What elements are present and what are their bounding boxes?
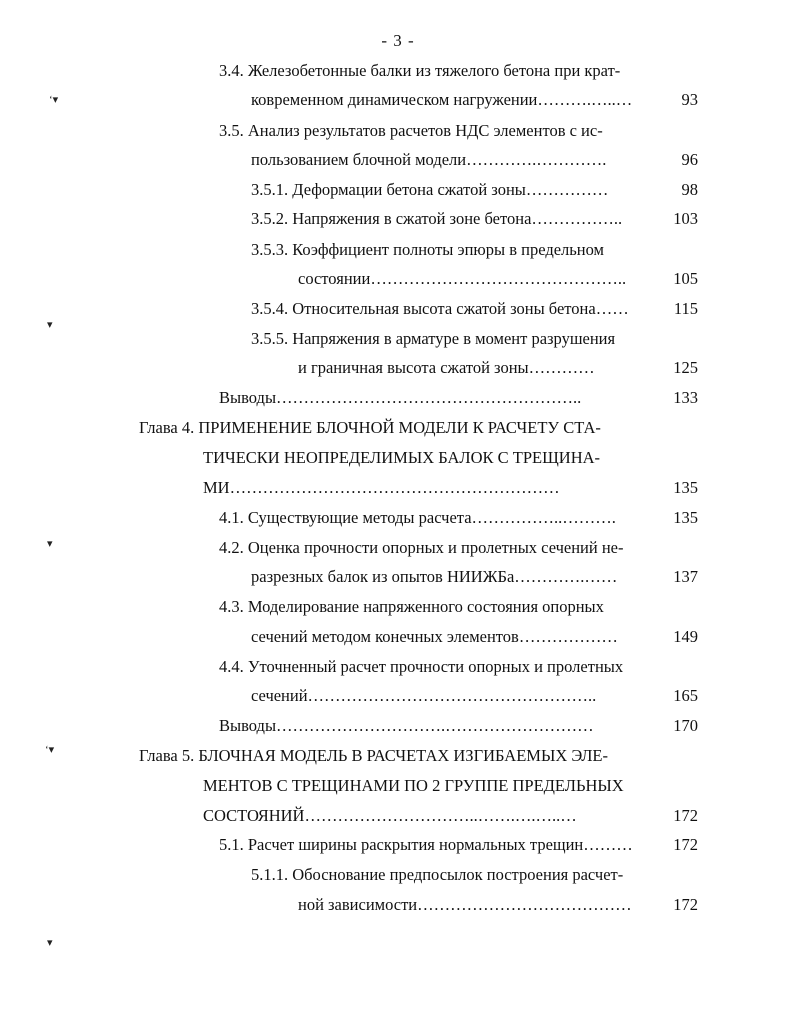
toc-3-5-5-line-2: и граничная высота сжатой зоны………… — [298, 358, 595, 377]
toc-3-5-2-page: 103 — [673, 209, 698, 228]
toc-3-4-line-1: 3.4. Железобетонные балки из тяжелого бетона при крат- — [219, 61, 621, 80]
toc-3-5-page: 96 — [681, 150, 698, 169]
toc-3-4-line-2: ковременном динамическом нагружении……….…..… — [251, 90, 633, 109]
toc-3-5-1-line-1: 3.5.1. Деформации бетона сжатой зоны…………… — [251, 180, 609, 199]
toc-5-1-1-line-2: ной зависимости………………………………… — [298, 895, 632, 914]
toc-4-2-page: 137 — [673, 567, 698, 586]
toc-3-5-3-page: 105 — [673, 269, 698, 288]
toc-conclusions-4-page: 170 — [673, 716, 698, 735]
toc-3-5-4-line-1: 3.5.4. Относительная высота сжатой зоны бетона…… — [251, 299, 629, 318]
toc-4-1-page: 135 — [673, 508, 698, 527]
toc-3-5-2-line-1: 3.5.2. Напряжения в сжатой зоне бетона…………….. — [251, 209, 623, 228]
toc-4-3-line-2: сечений методом конечных элементов……………… — [251, 627, 618, 646]
toc-3-5-line-1: 3.5. Анализ результатов расчетов НДС элементов с ис- — [219, 121, 603, 140]
toc-4-4-line-1: 4.4. Уточненный расчет прочности опорных и пролетных — [219, 657, 624, 676]
toc-chapter-4-line-2: ТИЧЕСКИ НЕОПРЕДЕЛИМЫХ БАЛОК С ТРЕЩИНА- — [203, 448, 601, 467]
toc-4-3-page: 149 — [673, 627, 698, 646]
toc-5-1-1-page: 172 — [673, 895, 698, 914]
toc-3-5-5-line-1: 3.5.5. Напряжения в арматуре в момент разрушения — [251, 329, 616, 348]
toc-chapter-5-line-3: СОСТОЯНИЙ…………………………..…….….…..… — [203, 806, 577, 825]
toc-4-3-line-1: 4.3. Моделирование напряженного состояния опорных — [219, 597, 604, 616]
toc-4-4-line-2: сечений…………………………………………….. — [251, 686, 597, 705]
toc-5-1-1-line-1: 5.1.1. Обоснование предпосылок построения расчет- — [251, 865, 624, 884]
toc-3-5-3-line-1: 3.5.3. Коэффициент полноты эпюры в предельном — [251, 240, 605, 259]
toc-conclusions-4: Выводы………………………….……………………… — [219, 716, 594, 735]
toc-chapter-5-line-1: Глава 5. БЛОЧНАЯ МОДЕЛЬ В РАСЧЕТАХ ИЗГИБАЕМЫХ ЭЛЕ- — [139, 746, 609, 765]
page-number: - 3 - — [381, 31, 415, 50]
toc-chapter-5-line-2: МЕНТОВ С ТРЕЩИНАМИ ПО 2 ГРУППЕ ПРЕДЕЛЬНЫХ — [203, 776, 624, 795]
toc-3-5-1-page: 98 — [681, 180, 698, 199]
toc-3-5-3-line-2: состоянии……………………………………….. — [298, 269, 627, 288]
toc-4-2-line-2: разрезных балок из опытов НИИЖБа………….…… — [251, 567, 618, 586]
toc-3-5-line-2: пользованием блочной модели………….…………. — [251, 150, 607, 169]
margin-mark-2: ▾ — [47, 319, 53, 331]
toc-5-1-line-1: 5.1. Расчет ширины раскрытия нормальных трещин……… — [219, 835, 633, 854]
margin-mark-4: ‘▾ — [45, 744, 55, 756]
margin-mark-1: ‘▾ — [49, 94, 59, 106]
margin-mark-5: ▾ — [47, 937, 53, 949]
toc-conclusions-3-page: 133 — [673, 388, 698, 407]
toc-chapter-4-page: 135 — [673, 478, 698, 497]
toc-4-1-line-1: 4.1. Существующие методы расчета……………..………. — [219, 508, 616, 527]
toc-chapter-5-page: 172 — [673, 806, 698, 825]
toc-conclusions-3: Выводы……………………………………………….. — [219, 388, 582, 407]
toc-chapter-4-line-3: МИ…………………………………………………… — [203, 478, 560, 497]
toc-4-2-line-1: 4.2. Оценка прочности опорных и пролетных сечений не- — [219, 538, 624, 557]
toc-chapter-4-line-1: Глава 4. ПРИМЕНЕНИЕ БЛОЧНОЙ МОДЕЛИ К РАСЧЕТУ СТА- — [139, 418, 601, 437]
toc-3-5-5-page: 125 — [673, 358, 698, 377]
toc-3-4-page: 93 — [681, 90, 698, 109]
toc-5-1-page: 172 — [673, 835, 698, 854]
toc-4-4-page: 165 — [673, 686, 698, 705]
margin-mark-3: ▾ — [47, 538, 53, 550]
toc-3-5-4-page: 115 — [673, 299, 698, 318]
